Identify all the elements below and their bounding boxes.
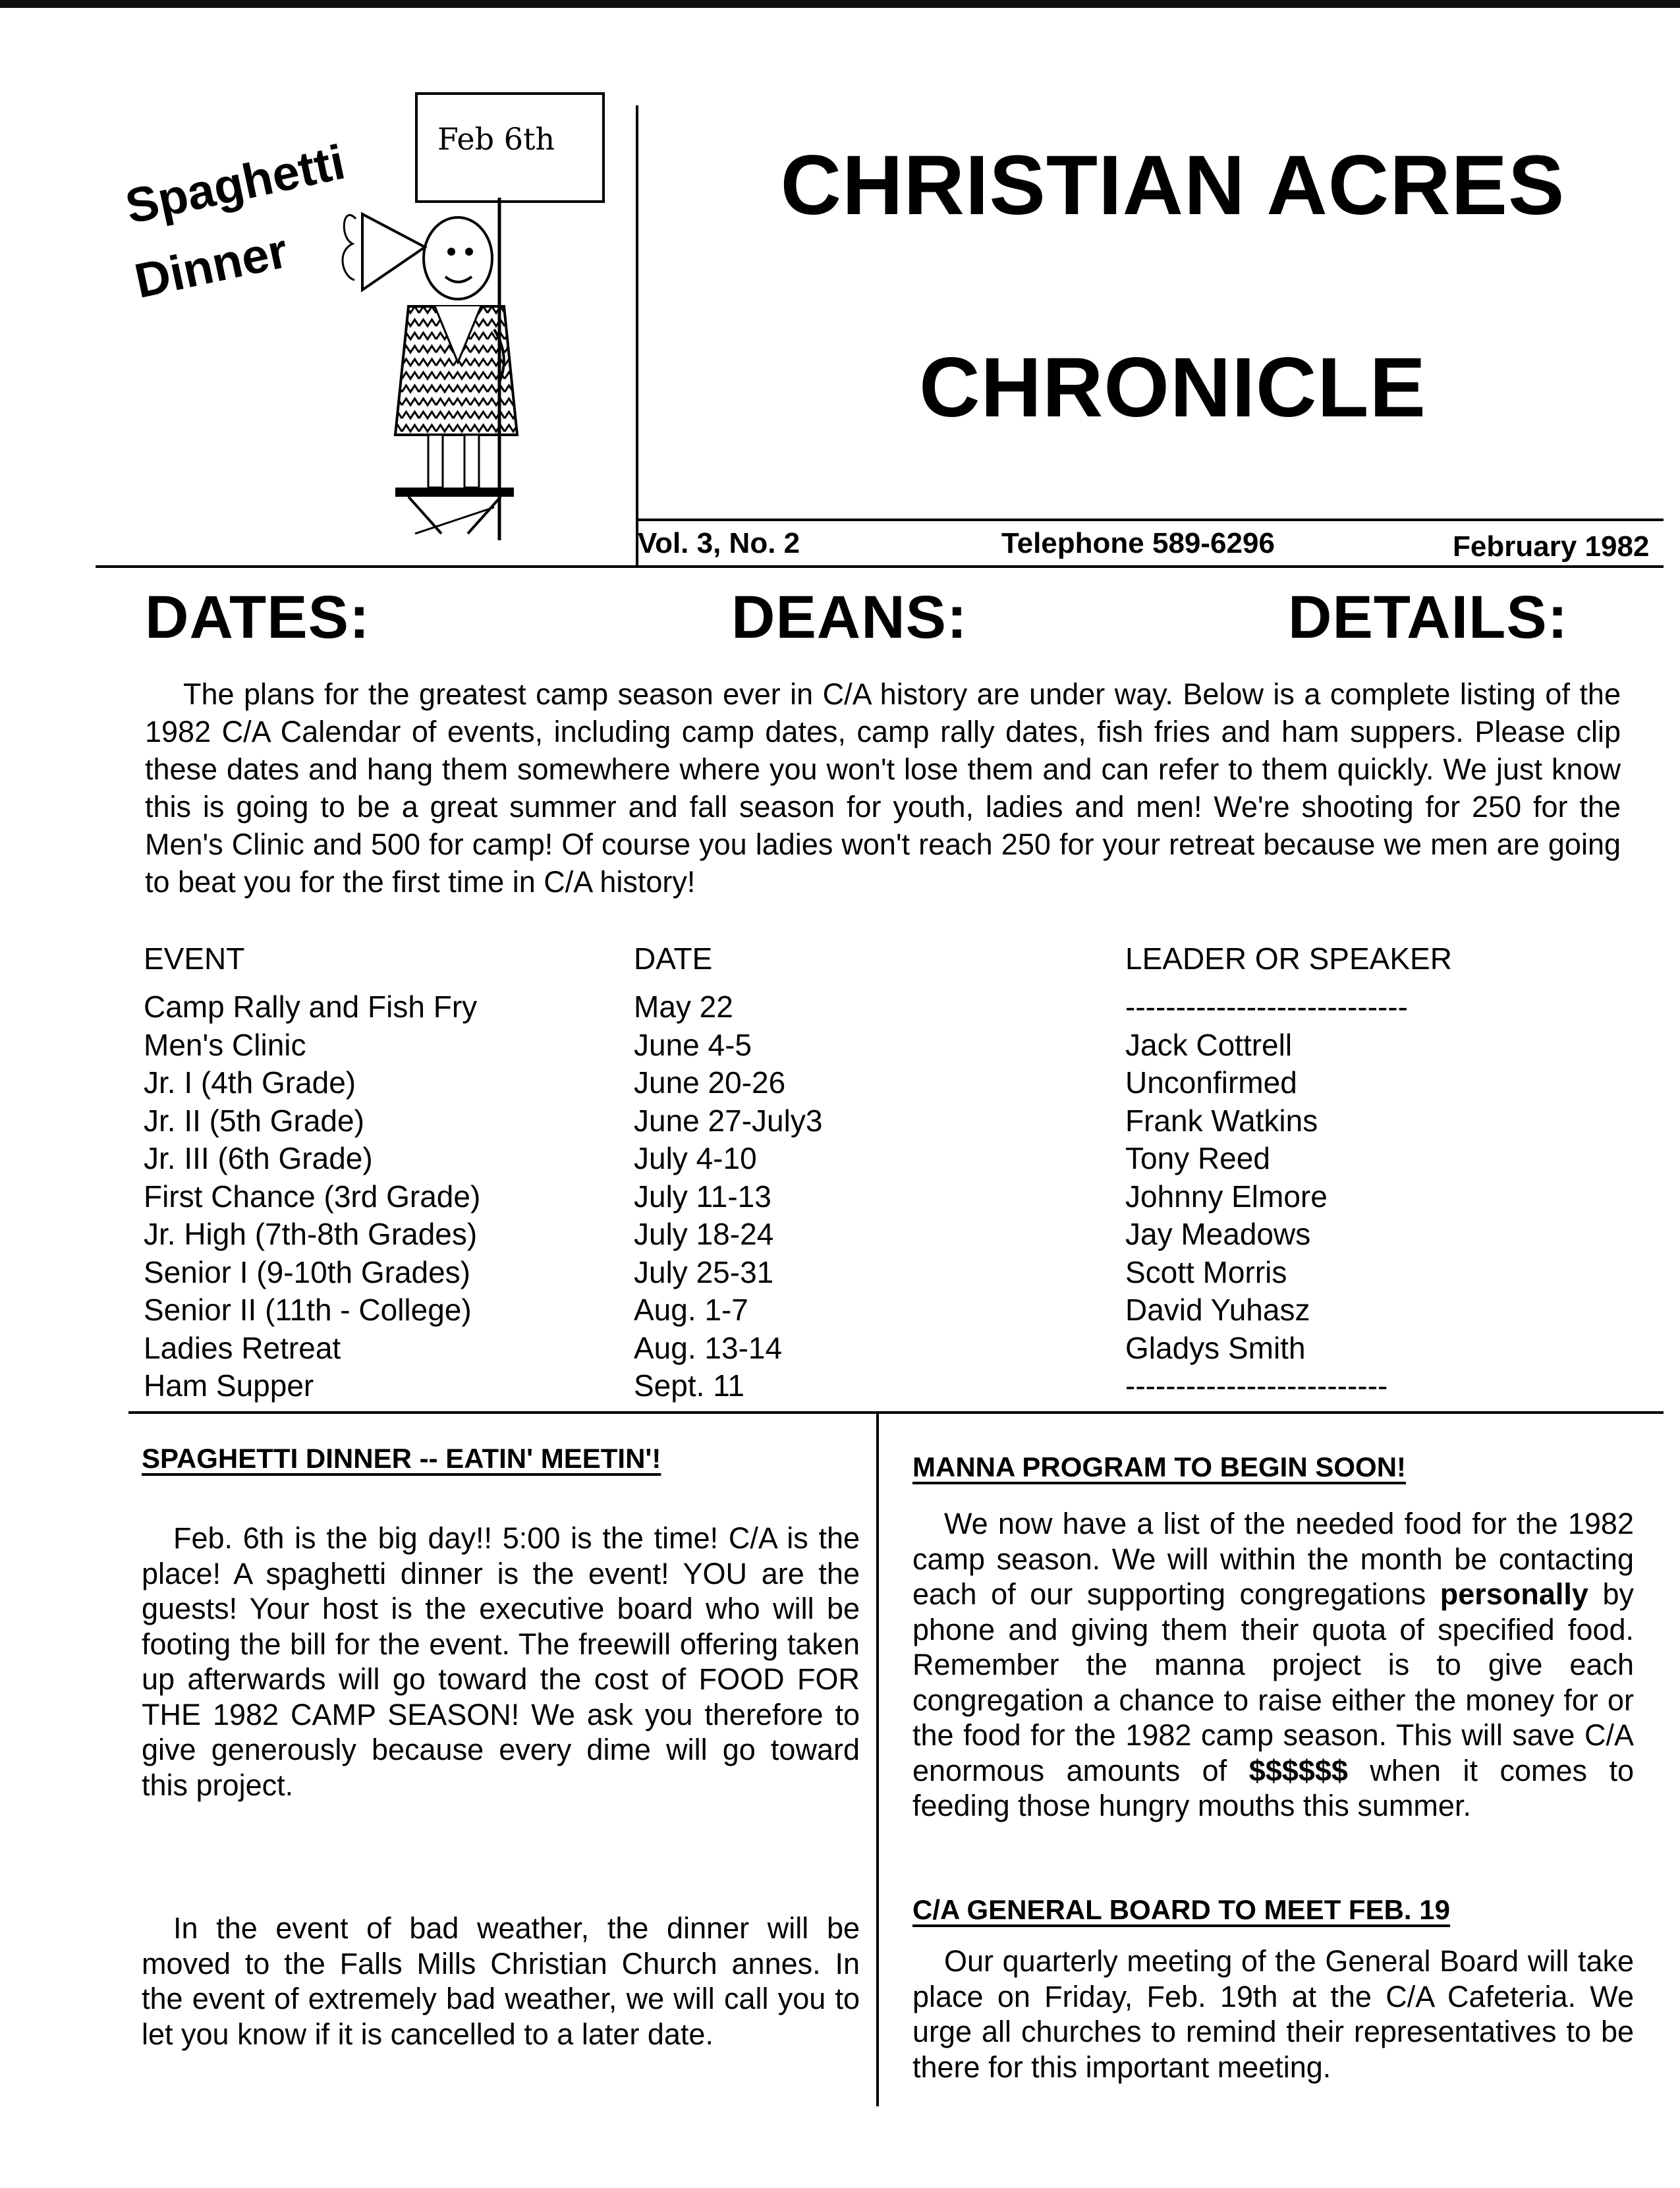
date-row-1: May 22 bbox=[634, 990, 733, 1024]
masthead-bottom-rule bbox=[96, 565, 1664, 568]
article-spaghetti-title: SPAGHETTI DINNER -- EATIN' MEETIN'! bbox=[142, 1443, 661, 1474]
leaders-column bbox=[1125, 988, 1626, 1405]
page-top-border bbox=[0, 0, 1680, 8]
event-row-10: Ladies Retreat bbox=[144, 1330, 341, 1365]
manna-bold-personally: personally bbox=[1440, 1577, 1588, 1611]
date-row-4: June 27-July3 bbox=[634, 1103, 823, 1138]
leader-row-1: ---------------------------- bbox=[1125, 990, 1408, 1024]
heading-dates: DATES: bbox=[145, 584, 370, 651]
leader-row-10: Gladys Smith bbox=[1125, 1330, 1306, 1365]
date-row-7: July 18-24 bbox=[634, 1217, 774, 1251]
masthead-info-rule bbox=[636, 519, 1664, 521]
date-row-5: July 4-10 bbox=[634, 1141, 757, 1175]
cartoon-sign-text: Feb 6th bbox=[437, 121, 555, 157]
telephone: Telephone 589-6296 bbox=[1001, 527, 1275, 559]
manna-text-b: by phone and giving them their quota of specified food. Remember the manna project is to give each congregation a chance to raise either the money for or the food for the 1982 camp season. This will save C/A enormous amounts of bbox=[912, 1577, 1634, 1787]
leader-row-5: Tony Reed bbox=[1125, 1141, 1270, 1175]
heading-deans: DEANS: bbox=[731, 584, 968, 651]
leader-row-4: Frank Watkins bbox=[1125, 1103, 1318, 1138]
event-row-4: Jr. II (5th Grade) bbox=[144, 1103, 364, 1138]
article-manna-title: MANNA PROGRAM TO BEGIN SOON! bbox=[912, 1451, 1407, 1482]
article-spaghetti-para2: In the event of bad weather, the dinner will be moved to the Falls Mills Christian Church annes. In the event of extremely bad weather, we will call you to let you know if it is cancelled to a later date. bbox=[142, 1911, 860, 2051]
volume-number: Vol. 3, No. 2 bbox=[638, 527, 800, 559]
event-row-9: Senior II (11th - College) bbox=[144, 1293, 472, 1327]
article-manna-body bbox=[912, 1506, 1634, 1824]
issue-date: February 1982 bbox=[1453, 530, 1650, 563]
articles-top-rule bbox=[128, 1411, 1664, 1414]
intro-paragraph: The plans for the greatest camp season ever in C/A history are under way. Below is a complete listing of the 1982 C/A Calendar of events, including camp dates, camp rally dates, fish fries and ham suppers. Please clip these dates and hang them somewhere where you won't lose them and can refer to them quickly. We just know this is going to be a great summer and fall season for youth, ladies and men! We're shooting for 250 for the Men's Clinic and 500 for camp! Of course you ladies won't reach 250 for your retreat because we men are going to beat you for the first time in C/A history! bbox=[145, 677, 1621, 899]
event-row-1: Camp Rally and Fish Fry bbox=[144, 990, 478, 1024]
col-header-leader: LEADER OR SPEAKER bbox=[1125, 941, 1452, 976]
article-board-body: Our quarterly meeting of the General Board will take place on Friday, Feb. 19th at the C/A Cafeteria. We urge all churches to remind their representatives to be there for this important meeting. bbox=[912, 1944, 1634, 2084]
date-row-11: Sept. 11 bbox=[634, 1368, 744, 1403]
event-row-2: Men's Clinic bbox=[144, 1027, 306, 1062]
event-row-7: Jr. High (7th-8th Grades) bbox=[144, 1217, 478, 1251]
date-row-9: Aug. 1-7 bbox=[634, 1293, 748, 1327]
leader-row-7: Jay Meadows bbox=[1125, 1217, 1311, 1251]
newsletter-subtitle: CHRONICLE bbox=[919, 341, 1426, 435]
date-row-10: Aug. 13-14 bbox=[634, 1330, 783, 1365]
cartoon-word-spaghetti: Spaghetti bbox=[121, 134, 350, 235]
leader-row-9: David Yuhasz bbox=[1125, 1293, 1310, 1327]
event-row-6: First Chance (3rd Grade) bbox=[144, 1179, 481, 1214]
article-board-title: C/A GENERAL BOARD TO MEET FEB. 19 bbox=[912, 1894, 1450, 1925]
date-row-8: July 25-31 bbox=[634, 1254, 774, 1289]
manna-money: $$$$$$ bbox=[1248, 1753, 1348, 1787]
event-row-5: Jr. III (6th Grade) bbox=[144, 1141, 373, 1175]
articles-column-divider bbox=[876, 1411, 879, 2106]
leader-row-6: Johnny Elmore bbox=[1125, 1179, 1328, 1214]
newsletter-title: CHRISTIAN ACRES bbox=[780, 138, 1565, 233]
masthead-vertical-rule bbox=[636, 105, 638, 567]
manna-text-c: when it comes to feeding those hungry mouths this summer. bbox=[912, 1753, 1635, 1822]
date-row-3: June 20-26 bbox=[634, 1065, 786, 1100]
cartoon-word-dinner: Dinner bbox=[130, 223, 293, 309]
date-row-2: June 4-5 bbox=[634, 1027, 752, 1062]
leader-row-8: Scott Morris bbox=[1125, 1254, 1287, 1289]
event-row-3: Jr. I (4th Grade) bbox=[144, 1065, 356, 1100]
cartoon-man-illustration bbox=[316, 79, 619, 540]
date-row-6: July 11-13 bbox=[634, 1179, 771, 1214]
col-header-event: EVENT bbox=[144, 941, 245, 976]
leader-row-3: Unconfirmed bbox=[1125, 1065, 1297, 1100]
manna-text-a: We now have a list of the needed food for the 1982 camp season. We will within the month be contacting each of our supporting congregations bbox=[912, 1507, 1634, 1611]
dates-column bbox=[634, 988, 1095, 1405]
article-spaghetti-para1: Feb. 6th is the big day!! 5:00 is the time! C/A is the place! A spaghetti dinner is the event! YOU are the guests! Your host is the executive board who will be footing the bill for the event. The freewill offering taken up afterwards will go toward the cost of FOOD FOR THE 1982 CAMP SEASON! We ask you therefore to give generously because every dime will go toward this project. bbox=[142, 1521, 860, 1802]
leader-row-2: Jack Cottrell bbox=[1125, 1027, 1293, 1062]
heading-details: DETAILS: bbox=[1288, 584, 1569, 651]
leader-row-11: -------------------------- bbox=[1125, 1368, 1388, 1403]
col-header-date: DATE bbox=[634, 941, 713, 976]
event-row-8: Senior I (9-10th Grades) bbox=[144, 1254, 471, 1289]
event-row-11: Ham Supper bbox=[144, 1368, 314, 1403]
events-column bbox=[144, 988, 618, 1405]
